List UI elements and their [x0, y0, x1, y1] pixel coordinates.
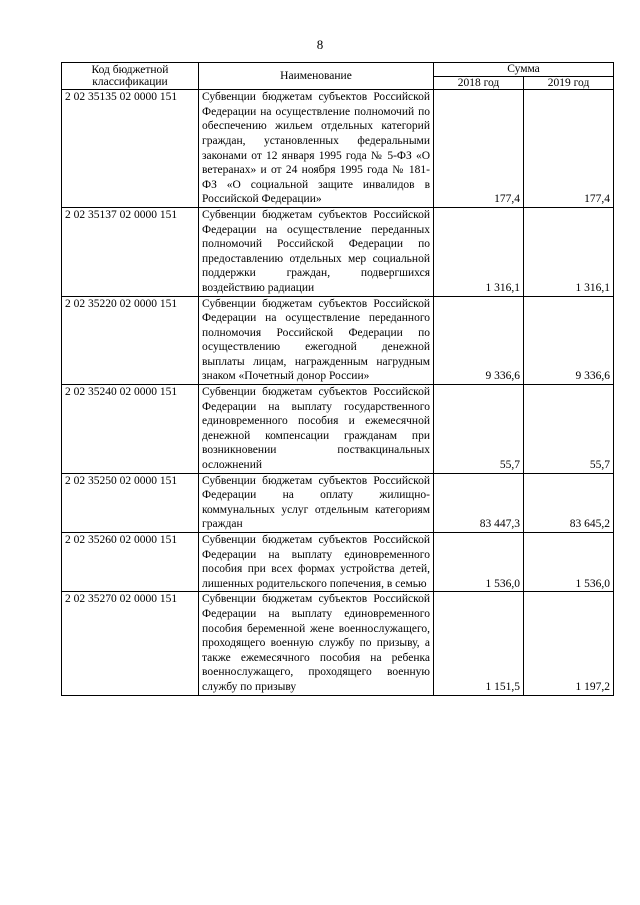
table-row [62, 533, 614, 592]
table-body [62, 90, 614, 695]
cell-2019: 1 197,2 [524, 592, 614, 695]
table-row [62, 385, 614, 474]
header-code: Код бюджетной классификации [62, 63, 199, 90]
header-year-2018: 2018 год [434, 76, 524, 90]
cell-code: 2 02 35270 02 0000 151 [62, 592, 199, 695]
cell-code: 2 02 35240 02 0000 151 [62, 385, 199, 474]
cell-code: 2 02 35250 02 0000 151 [62, 473, 199, 532]
table-row [62, 296, 614, 385]
page-number: 8 [316, 37, 324, 52]
cell-name: Субвенции бюджетам субъектов Российской Федерации на выплату государственного единовременного пособия и ежемесячной денежной компенсации гражданам при возникновении поствакцинальных осложнений [199, 385, 434, 474]
cell-code: 2 02 35135 02 0000 151 [62, 90, 199, 208]
header-name: Наименование [199, 63, 434, 90]
cell-2018: 1 536,0 [434, 533, 524, 592]
cell-name: Субвенции бюджетам субъектов Российской Федерации на осуществление полномочий по обеспечению жильем отдельных категорий граждан, установленных федеральными законами от 12 января 1995 года № 5-ФЗ «О ветеранах» и от 24 ноября 1995 года № 181-ФЗ «О социальной защите инвалидов в Российской Федерации» [199, 90, 434, 208]
cell-name: Субвенции бюджетам субъектов Российской Федерации на осуществление переданных полномочий Российской Федерации по предоставлению отдельных мер социальной поддержки граждан, подвергшихся воздействию радиации [199, 207, 434, 296]
header-year-2019: 2019 год [524, 76, 614, 90]
header-sum: Сумма [434, 63, 614, 77]
table-header [62, 63, 614, 90]
cell-2018: 9 336,6 [434, 296, 524, 385]
table-row [62, 207, 614, 296]
table-row [62, 473, 614, 532]
table-row [62, 592, 614, 695]
budget-table [61, 62, 614, 696]
cell-2019: 9 336,6 [524, 296, 614, 385]
cell-name: Субвенции бюджетам субъектов Российской Федерации на выплату единовременного пособия беременной жене военнослужащего, проходящего военную службу по призыву, а также ежемесячного пособия на ребенка военнослужащего, проходящего военную службу по призыву [199, 592, 434, 695]
cell-2018: 1 316,1 [434, 207, 524, 296]
cell-code: 2 02 35137 02 0000 151 [62, 207, 199, 296]
cell-2018: 1 151,5 [434, 592, 524, 695]
cell-2019: 55,7 [524, 385, 614, 474]
cell-2018: 55,7 [434, 385, 524, 474]
cell-code: 2 02 35260 02 0000 151 [62, 533, 199, 592]
cell-name: Субвенции бюджетам субъектов Российской Федерации на выплату единовременного пособия при всех формах устройства детей, лишенных родительского попечения, в семью [199, 533, 434, 592]
cell-2019: 83 645,2 [524, 473, 614, 532]
cell-name: Субвенции бюджетам субъектов Российской Федерации на осуществление переданного полномочия Российской Федерации по осуществлению ежегодной денежной выплаты лицам, награжденным нагрудным знаком «Почетный донор России» [199, 296, 434, 385]
cell-2018: 83 447,3 [434, 473, 524, 532]
cell-2019: 1 536,0 [524, 533, 614, 592]
cell-2018: 177,4 [434, 90, 524, 208]
cell-code: 2 02 35220 02 0000 151 [62, 296, 199, 385]
table-row [62, 90, 614, 208]
cell-name: Субвенции бюджетам субъектов Российской Федерации на оплату жилищно-коммунальных услуг отдельным категориям граждан [199, 473, 434, 532]
cell-2019: 1 316,1 [524, 207, 614, 296]
cell-2019: 177,4 [524, 90, 614, 208]
